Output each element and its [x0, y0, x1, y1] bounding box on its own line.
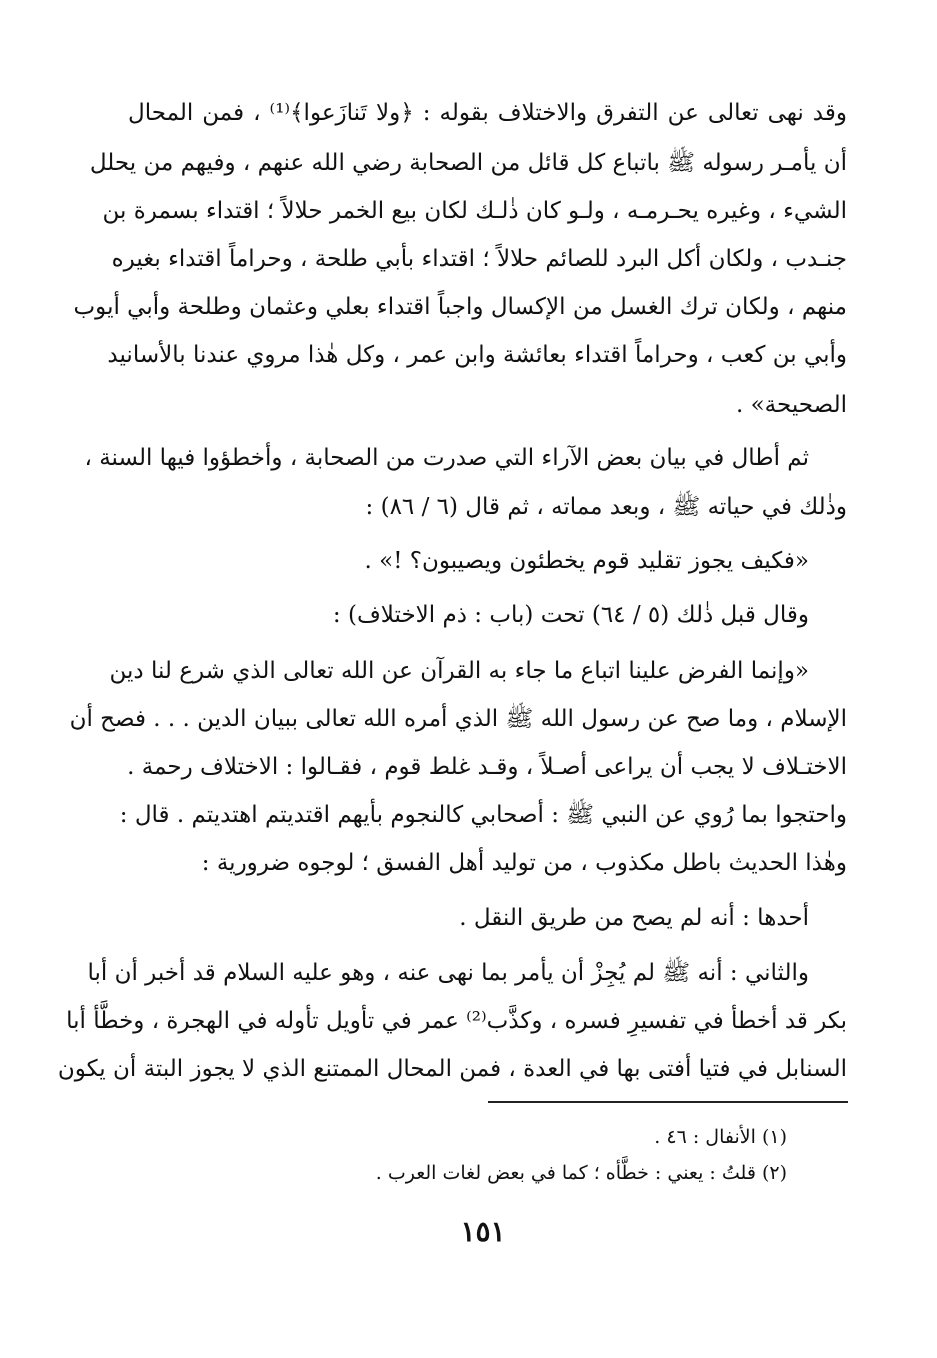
body-line: وهٰذا الحديث باطل مكذوب ، من توليد أهل الفسق ؛ لوجوه ضرورية :: [201, 850, 847, 876]
body-line: وذٰلك في حياته ﷺ ، وبعد مماته ، ثم قال (٦ / ٨٦) :: [365, 494, 847, 520]
body-line: الشيء ، وغيره يحـرمـه ، ولـو كان ذٰلـك لكان بيع الخمر حلالاً ؛ اقتداء بسمرة بن: [102, 198, 847, 224]
body-line: ثم أطال في بيان بعض الآراء التي صدرت من الصحابة ، وأخطؤوا فيها السنة ،: [84, 445, 809, 471]
body-line: الاختـلاف لا يجب أن يراعى أصـلاً ، وقـد غلط قوم ، فقـالوا : الاختلاف رحمة .: [127, 754, 847, 780]
footnote: (٢) قلتُ : يعني : خطَّأه ؛ كما في بعض لغات العرب .: [375, 1162, 787, 1184]
body-line: واحتجوا بما رُوي عن النبي ﷺ : أصحابي كالنجوم بأيهم اقتديتم اهتديتم . قال :: [119, 802, 847, 828]
quote-line: «وإنما الفرض علينا اتباع ما جاء به القرآن عن الله تعالى الذي شرع لنا دين: [109, 658, 809, 684]
body-line: أحدها : أنه لم يصح من طريق النقل .: [459, 905, 809, 931]
footnote: (١) الأنفال : ٤٦ .: [654, 1126, 787, 1148]
body-line: أن يأمـر رسوله ﷺ باتباع كل قائل من الصحابة رضي الله عنهم ، وفيهم من يحلل: [89, 150, 847, 176]
body-line: والثاني : أنه ﷺ لم يُجِزْ أن يأمر بما نهى عنه ، وهو عليه السلام قد أخبر أن أبا: [87, 960, 809, 986]
body-line: وقد نهى تعالى عن التفرق والاختلاف بقوله : ﴿ولا تَنازَعوا﴾⁽¹⁾ ، فمن المحال: [128, 100, 847, 126]
body-line: السنابل في فتيا أفتى بها في العدة ، فمن المحال الممتنع الذي لا يجوز البتة أن يكون: [57, 1056, 847, 1082]
page-number: ١٥١: [460, 1215, 506, 1248]
footnote-divider: [488, 1101, 848, 1103]
body-line: الصحيحة» .: [735, 392, 847, 418]
quote-line: «فكيف يجوز تقليد قوم يخطئون ويصيبون؟ !» .: [364, 548, 809, 574]
body-line: الإسلام ، وما صح عن رسول الله ﷺ الذي أمره الله تعالى ببيان الدين . . . فصح أن: [69, 706, 847, 732]
body-line: منهم ، ولكان ترك الغسل من الإكسال واجباً اقتداء بعلي وعثمان وطلحة وأبي أيوب: [73, 294, 847, 320]
body-line: بكر قد أخطأ في تفسيرِ فسره ، وكذَّب⁽²⁾ عمر في تأويل تأوله في الهجرة ، وخطَّأ أبا: [66, 1008, 847, 1034]
body-line: جنـدب ، ولكان أكل البرد للصائم حلالاً ؛ اقتداء بأبي طلحة ، وحراماً اقتداء بغيره: [111, 246, 847, 272]
body-line: وأبي بن كعب ، وحراماً اقتداء بعائشة وابن عمر ، وكل هٰذا مروي عندنا بالأسانيد: [107, 342, 847, 368]
body-line: وقال قبل ذٰلك (٥ / ٦٤) تحت (باب : ذم الاختلاف) :: [332, 602, 809, 628]
